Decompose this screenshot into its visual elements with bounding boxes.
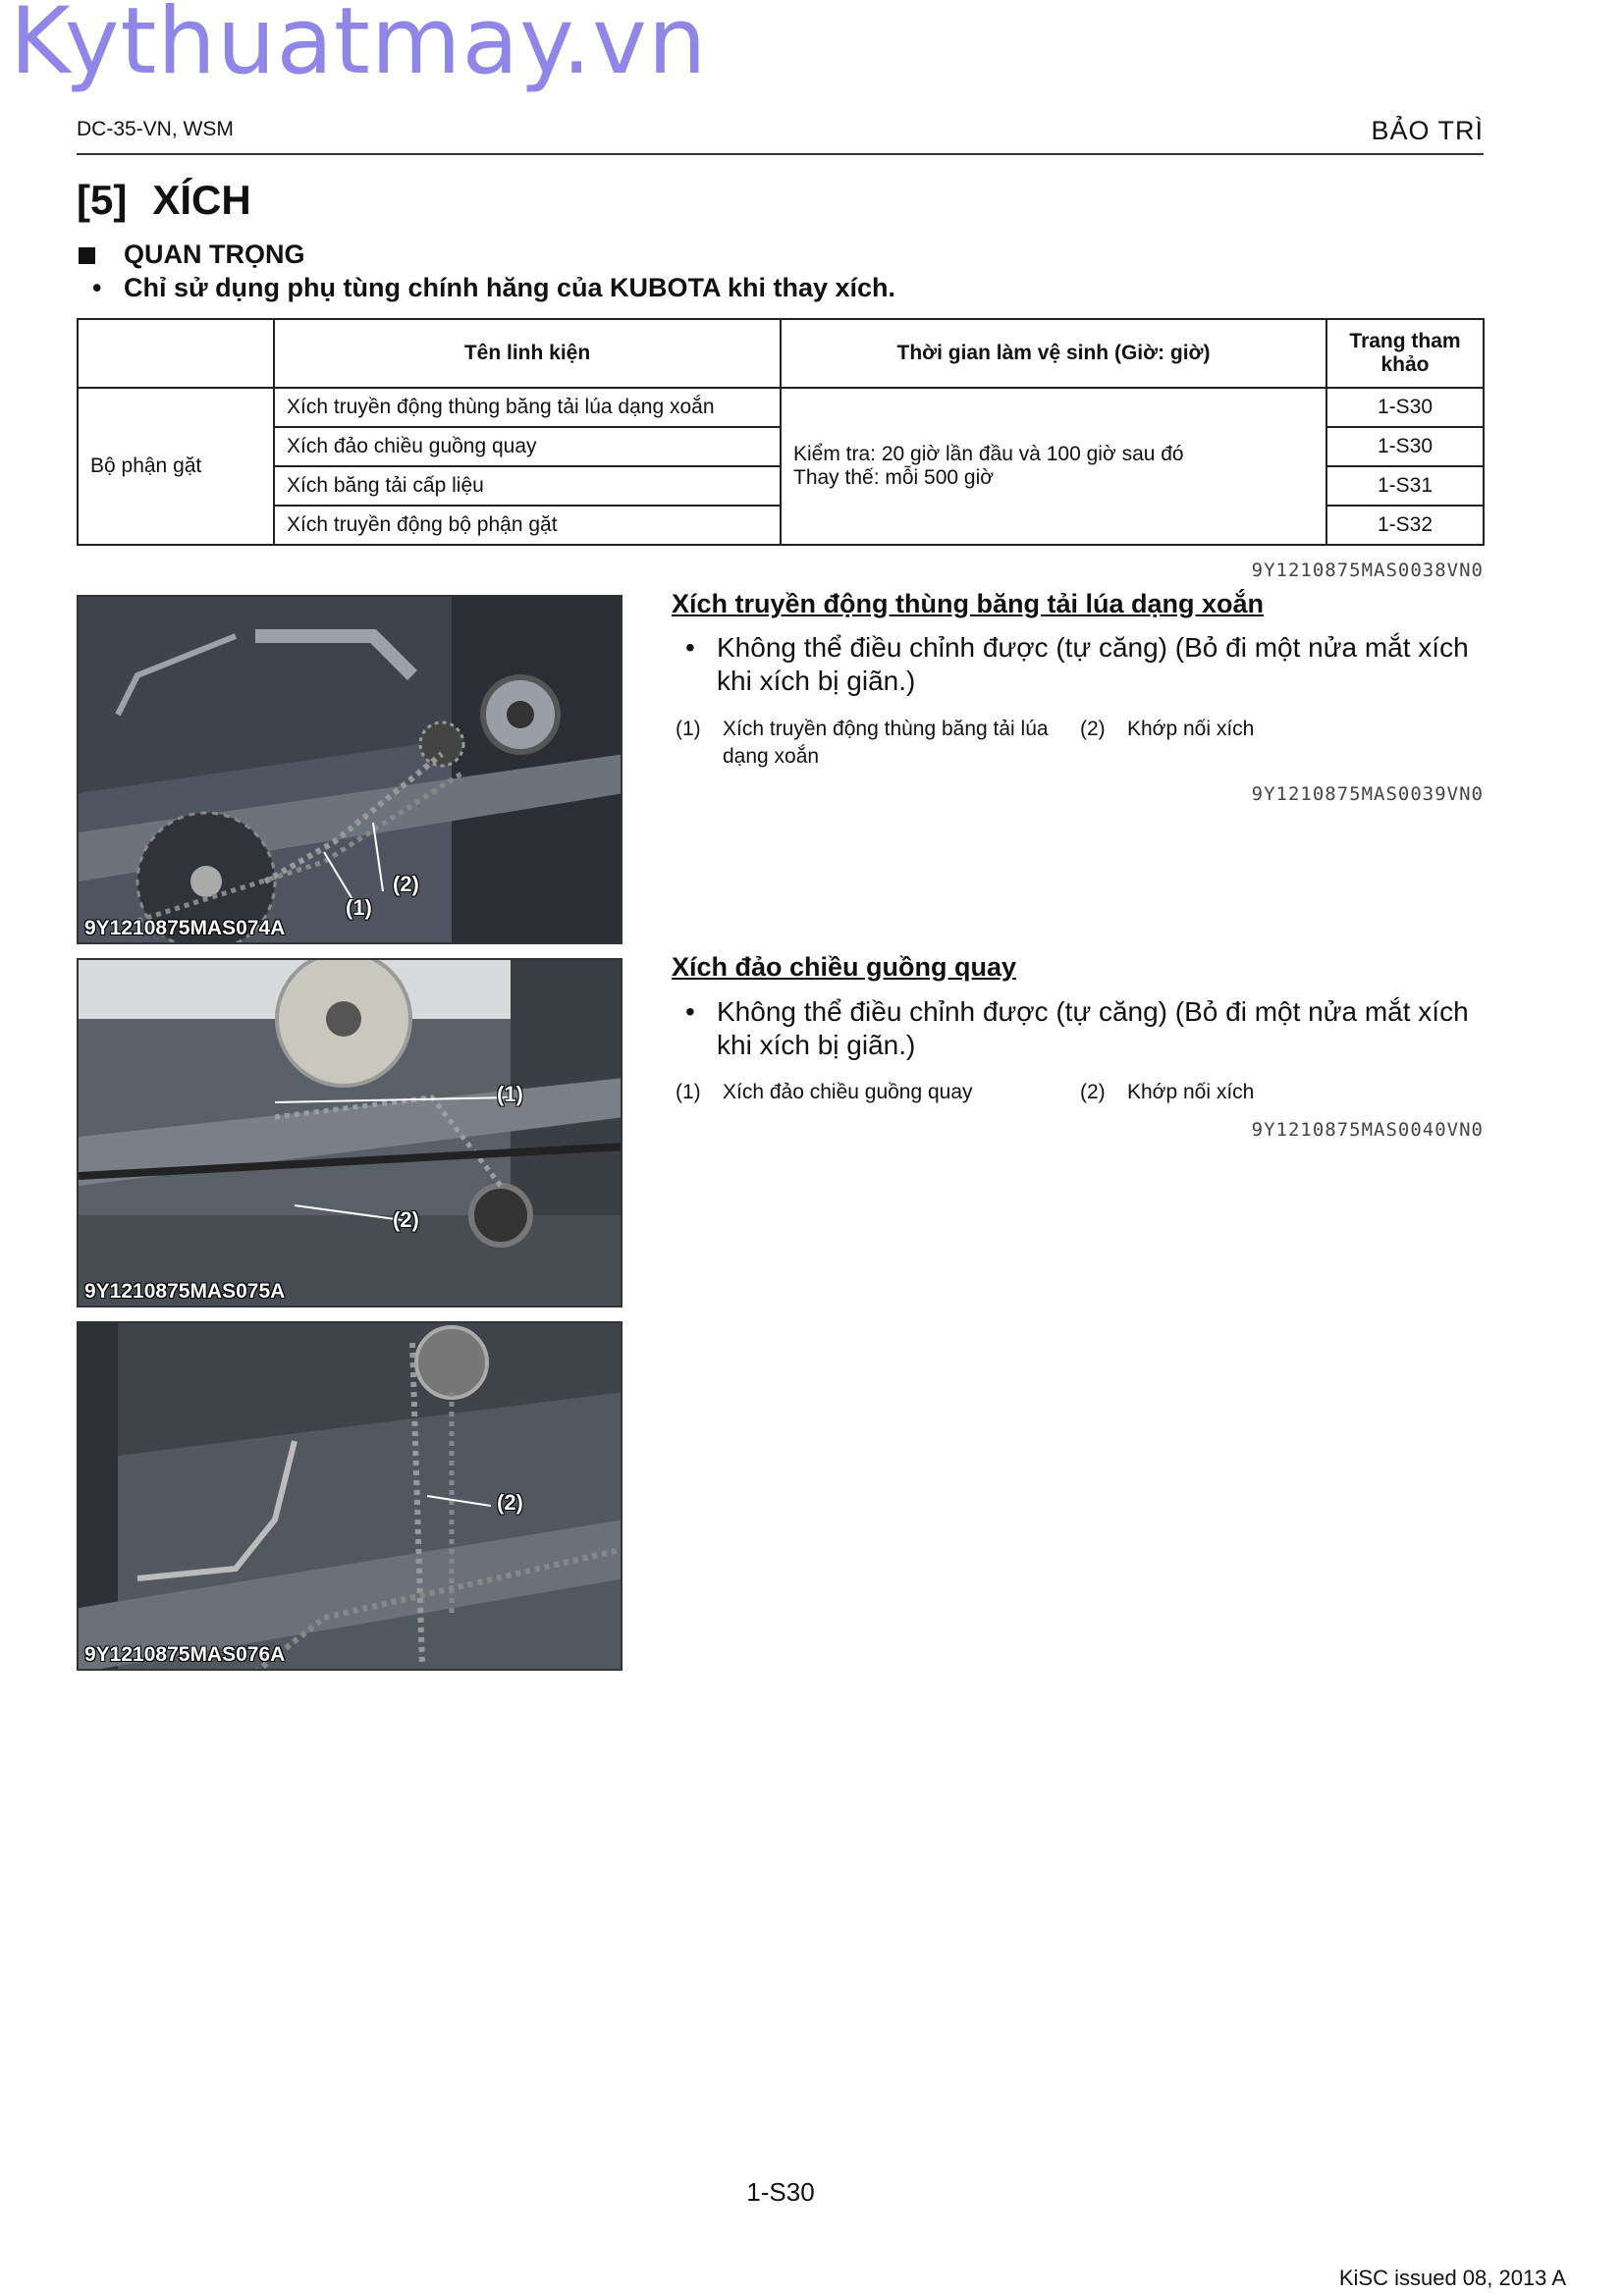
- block1-legend-num2: (2): [1080, 718, 1106, 740]
- important-text: Chỉ sử dụng phụ tùng chính hăng của KUBOTA khi thay xích.: [124, 273, 896, 302]
- table-part-cell: Xích băng tải cấp liệu: [274, 466, 781, 506]
- table-group-cell: Bộ phận gặt: [78, 388, 274, 545]
- block2-bullet: •: [685, 996, 695, 1027]
- section-name: XÍCH: [152, 177, 251, 223]
- important-square-icon: [79, 247, 95, 264]
- block2-text-line1: Không thể điều chỉnh được (tự căng) (Bỏ đi một nửa mắt xích: [717, 996, 1469, 1027]
- header-divider: [77, 153, 1484, 155]
- table-header-cell: Thời gian làm vệ sinh (Giờ: giờ): [781, 319, 1326, 388]
- photo-chain-joint: [77, 1321, 622, 1671]
- table-header-cell: Trang tham khảo: [1326, 319, 1484, 388]
- maintenance-table: [77, 318, 1485, 546]
- block1-code: 9Y1210875MAS0039VN0: [1251, 783, 1484, 805]
- block2-code: 9Y1210875MAS0040VN0: [1251, 1119, 1484, 1141]
- watermark-logo: Kythuatmay.vn: [10, 0, 708, 95]
- block2-legend-item2: Khớp nối xích: [1127, 1081, 1255, 1103]
- table-part-cell: Xích đảo chiều guồng quay: [274, 427, 781, 466]
- table-part-cell: Xích truyền động thùng băng tải lúa dạng xoắn: [274, 388, 781, 427]
- block2-legend-item1: Xích đảo chiều guồng quay: [723, 1081, 973, 1103]
- photo-callout: (2): [393, 1207, 419, 1232]
- block2-legend-num1: (1): [676, 1081, 701, 1103]
- block1-legend-item2: Khớp nối xích: [1127, 718, 1255, 740]
- interval-replace: Thay thế: mỗi 500 giờ: [793, 466, 995, 489]
- table-ref-cell: 1-S31: [1326, 466, 1484, 506]
- table-header-cell: [78, 319, 274, 388]
- block2-text-line2: khi xích bị giãn.): [717, 1030, 916, 1060]
- block1-legend-item1: [723, 716, 1049, 771]
- table-row: [78, 388, 1484, 427]
- table-part-cell: Xích truyền động bộ phận gặt: [274, 506, 781, 545]
- table-header-row: [78, 319, 1484, 388]
- table-code: 9Y1210875MAS0038VN0: [1251, 560, 1484, 581]
- block2-title: Xích đảo chiều guồng quay: [672, 952, 1017, 982]
- photo-callout: (1): [497, 1082, 523, 1106]
- block1-legend-num1: (1): [676, 718, 701, 740]
- section-title: [77, 177, 251, 224]
- header-section: BẢO TRÌ: [1371, 116, 1484, 145]
- photo-reel-reverse-chain: [77, 958, 622, 1308]
- issued-note: KiSC issued 08, 2013 A: [1338, 2266, 1566, 2290]
- legend-text-line2: dạng xoắn: [723, 745, 820, 768]
- block1-title: Xích truyền động thùng băng tải lúa dạng xoắn: [672, 589, 1265, 618]
- table-header-cell: Tên linh kiện: [274, 319, 781, 388]
- important-bullet: •: [92, 273, 102, 302]
- block2-legend-num2: (2): [1080, 1081, 1106, 1103]
- page-number: 1-S30: [746, 2177, 815, 2207]
- photo-callout: (1): [346, 895, 372, 920]
- photo-code: 9Y1210875MAS074A: [84, 917, 286, 939]
- table-ref-cell: 1-S32: [1326, 506, 1484, 545]
- photo-callout: (2): [497, 1490, 523, 1515]
- block1-bullet: •: [685, 632, 695, 663]
- legend-text-line1: Xích truyền động thùng băng tải lúa: [723, 718, 1049, 740]
- block2-text: [717, 995, 1469, 1062]
- header-doc-code: DC-35-VN, WSM: [77, 118, 234, 140]
- photo-spiral-conveyor-chain: [77, 595, 622, 944]
- important-label: QUAN TRỌNG: [124, 240, 305, 269]
- photo-code: 9Y1210875MAS076A: [84, 1643, 286, 1666]
- photo-callout: (2): [393, 872, 419, 896]
- table-interval-cell: [781, 388, 1326, 545]
- interval-check: Kiểm tra: 20 giờ lần đầu và 100 giờ sau đó: [793, 443, 1184, 465]
- block1-text: [717, 631, 1469, 698]
- block1-text-line2: khi xích bị giãn.): [717, 666, 916, 696]
- photo-code: 9Y1210875MAS075A: [84, 1280, 286, 1303]
- block1-text-line1: Không thể điều chỉnh được (tự căng) (Bỏ đi một nửa mắt xích: [717, 632, 1469, 663]
- table-ref-cell: 1-S30: [1326, 388, 1484, 427]
- table-ref-cell: 1-S30: [1326, 427, 1484, 466]
- section-number: [5]: [77, 177, 128, 223]
